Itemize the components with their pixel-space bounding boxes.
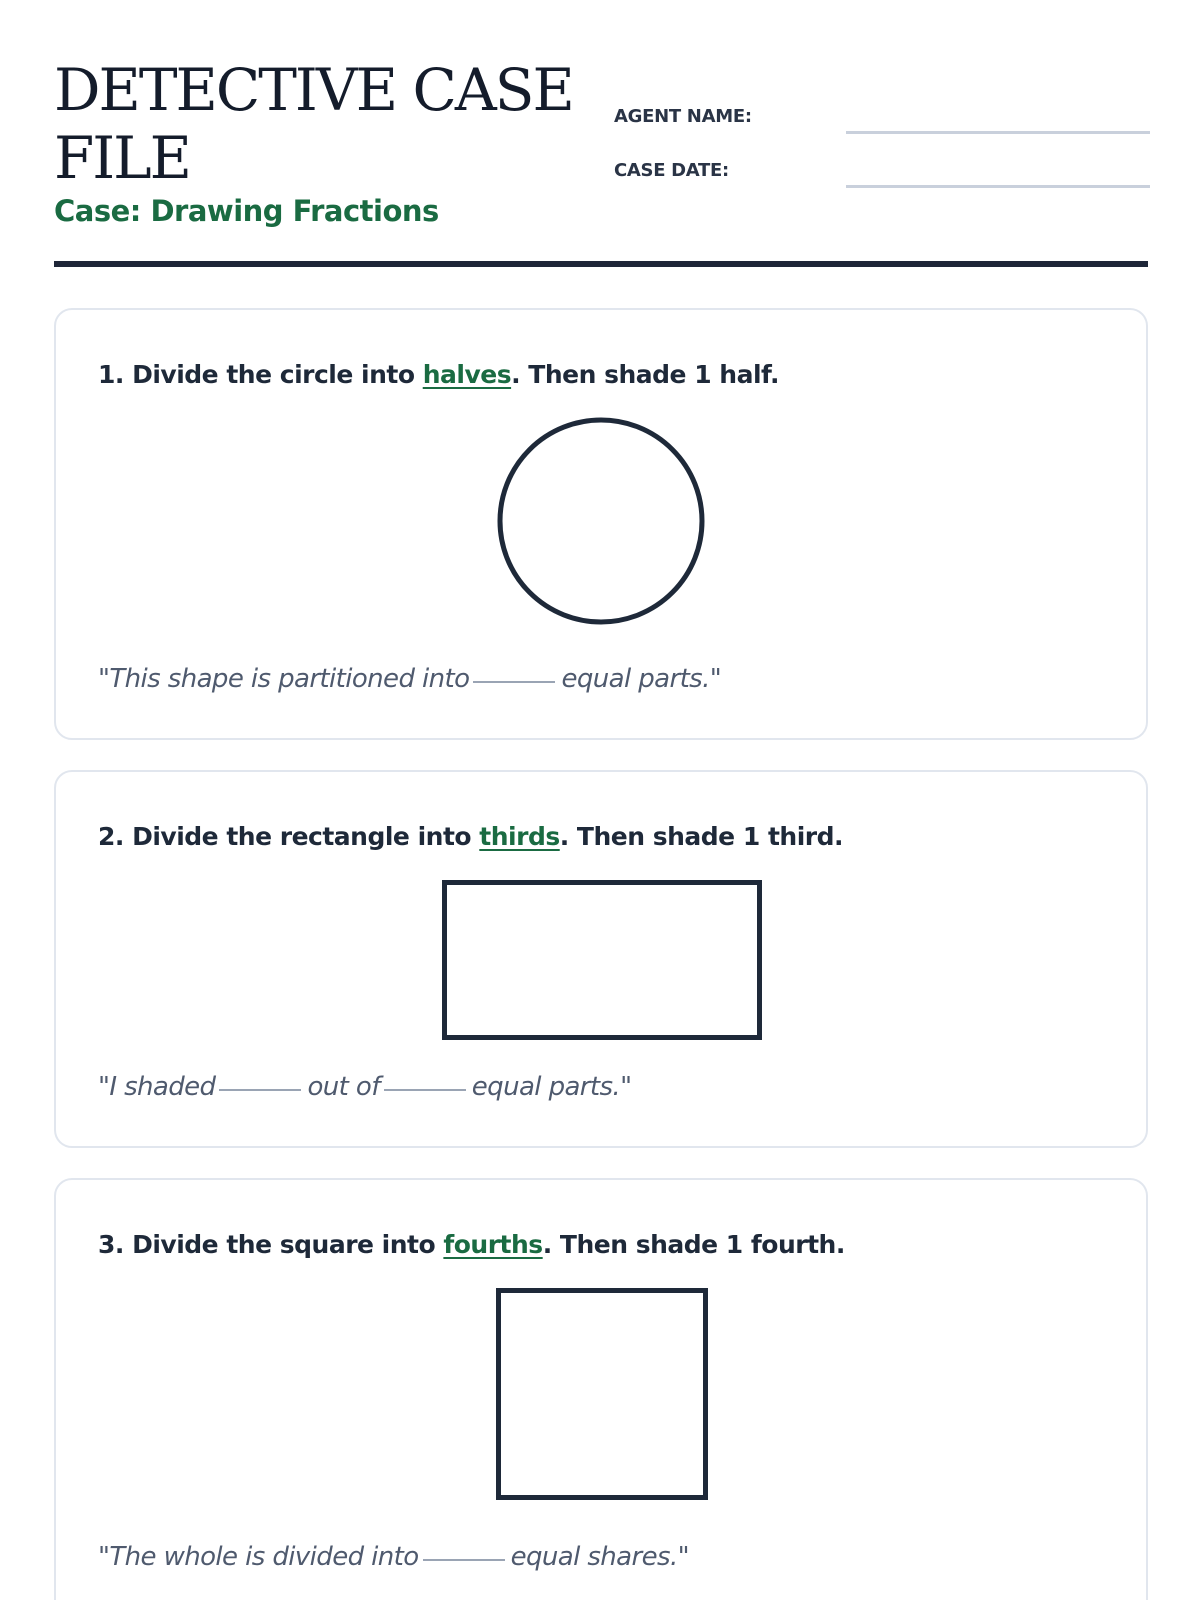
page-title: DETECTIVE CASE FILE — [54, 56, 573, 192]
problem-3-sentence — [98, 1542, 689, 1572]
answer-blank[interactable] — [219, 1089, 301, 1091]
problem-3-question — [98, 1230, 845, 1259]
problem-3-sentence-part-1: "The whole is divided into — [98, 1542, 419, 1572]
circle-shape[interactable] — [496, 416, 706, 626]
problem-2-sentence-part-2: out of — [307, 1072, 380, 1102]
problem-1-question — [98, 360, 779, 389]
agent-name-label: AGENT NAME: — [614, 106, 752, 127]
case-subtitle: Case: Drawing Fractions — [54, 194, 439, 228]
circle-outline[interactable] — [500, 420, 702, 622]
header-divider — [54, 261, 1148, 267]
problem-1-sentence-part-2: equal parts." — [561, 664, 722, 694]
square-outline[interactable] — [499, 1291, 706, 1498]
problem-1-prefix: 1. Divide the circle into — [98, 360, 423, 389]
answer-blank[interactable] — [473, 681, 555, 683]
case-date-line[interactable] — [846, 185, 1150, 188]
case-date-field — [614, 154, 1150, 188]
agent-name-field — [614, 100, 1150, 134]
problem-2-question — [98, 822, 843, 851]
case-file-header — [54, 56, 1148, 266]
agent-name-line[interactable] — [846, 131, 1150, 134]
rectangle-shape[interactable] — [442, 880, 762, 1040]
answer-blank[interactable] — [384, 1089, 466, 1091]
problem-2-prefix: 2. Divide the rectangle into — [98, 822, 480, 851]
problem-2-suffix: . Then shade 1 third. — [559, 822, 843, 851]
problem-3-prefix: 3. Divide the square into — [98, 1230, 444, 1259]
problem-1-sentence — [98, 664, 721, 694]
square-shape[interactable] — [496, 1288, 708, 1500]
problem-2-sentence-part-1: "I shaded — [98, 1072, 216, 1102]
problem-2-sentence — [98, 1072, 631, 1102]
problem-card-2 — [54, 770, 1148, 1148]
problem-3-keyword: fourths — [443, 1230, 543, 1259]
answer-blank[interactable] — [423, 1559, 505, 1561]
problem-1-sentence-part-1: "This shape is partitioned into — [98, 664, 470, 694]
case-date-label: CASE DATE: — [614, 160, 729, 181]
rectangle-outline[interactable] — [445, 883, 760, 1038]
problem-2-sentence-part-3: equal parts." — [471, 1072, 632, 1102]
problem-1-keyword: halves — [422, 360, 512, 389]
problem-card-1 — [54, 308, 1148, 740]
problem-1-suffix: . Then shade 1 half. — [511, 360, 780, 389]
problem-3-sentence-part-2: equal shares." — [510, 1542, 689, 1572]
problem-3-suffix: . Then shade 1 fourth. — [542, 1230, 845, 1259]
problem-card-3 — [54, 1178, 1148, 1600]
problem-2-keyword: thirds — [479, 822, 560, 851]
